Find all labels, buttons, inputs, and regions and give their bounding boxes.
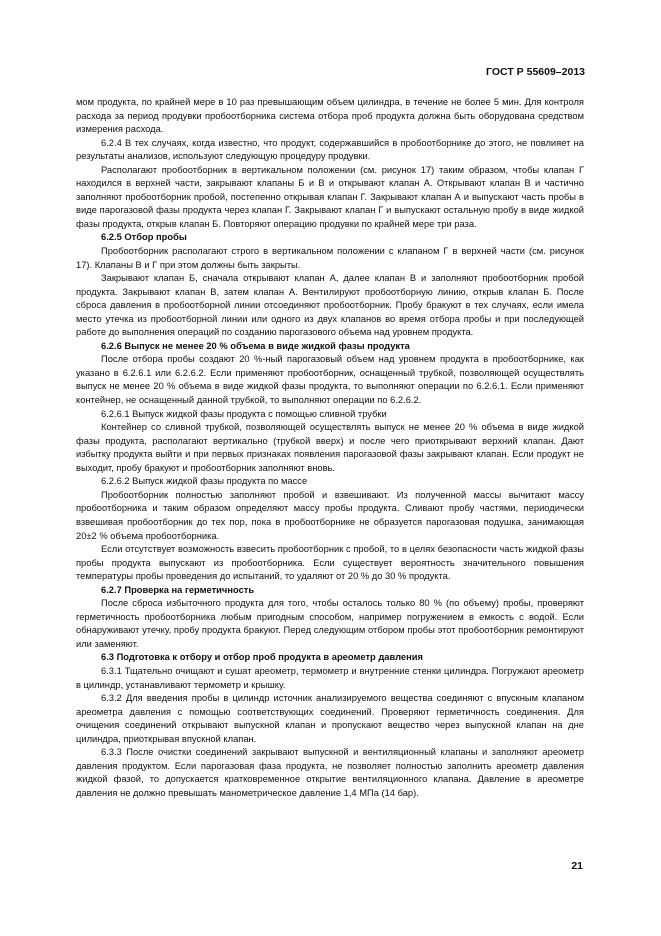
paragraph-ullage-creation: После отбора пробы создают 20 %-ный парогазовый объем над уровнем продукта в пробоотборнике, как указано в 6.2.6.1 или 6.2.6.2. Если применяют пробоотборник, оснащенный трубкой, позволяющей осуществлять выпуск не менее 20 % объема в виде жидкой фазы продукта, то выполняют операции по 6.2.6.1. Если применяют контейнер, не оснащенный данной трубкой, то выполняют операции по 6.2.6.2. <box>76 354 584 406</box>
section-heading-6-2-6: 6.2.6 Выпуск не менее 20 % объема в виде жидкой фазы продукта <box>101 340 410 351</box>
paragraph-outage-tube: Контейнер со сливной трубкой, позволяющей осуществлять выпуск не менее 20 % объема в виде жидкой фазы продукта, располагают вертикально (трубкой вверх) и после чего приоткрывают верхний клапан. Дают избытку продукта выйти и при первых признаках появления парогазовой фазы закрывают клапан. Если продукт не выходит, пробу бракуют и пробоотборник заполняют вновь. <box>76 422 584 473</box>
document-body <box>76 96 584 800</box>
paragraph-weighing: Пробоотборник полностью заполняют пробой и взвешивают. Из полученной массы вычитают массу пробоотборника и таким образом определяют массу пробы продукта. Сливают пробу частями, периодически взвешивая пробоотборник до тех пор, пока в пробоотборнике не образуется парогазовая подушка, занимающая 20±2 % объема пробоотборника. <box>76 489 584 541</box>
paragraph-6-3-1: 6.3.1 Тщательно очищают и сушат ареометр, термометр и внутренние стенки цилиндра. Погружают ареометр в цилиндр, устанавливают термометр и крышку. <box>76 665 584 690</box>
section-heading-6-2-5: 6.2.5 Отбор пробы <box>101 232 187 243</box>
paragraph-leak-check: После сброса избыточного продукта для того, чтобы осталось только 80 % (по объему) пробы, проверяют герметичность пробоотборника любым пригодным способом, например погружением в емкость с водой. Если обнаруживают утечку, пробу продукта бракуют. Перед следующим отбором пробы этот пробоотборник ремонтируют или заменяют. <box>76 598 584 649</box>
document-number-header: ГОСТ Р 55609–2013 <box>486 66 585 78</box>
paragraph-6-3-3: 6.3.3 После очистки соединений закрывают выпускной и вентиляционный клапаны и заполняют ареометр давления продуктом. Если парогазовая фаза продукта, не позволяет полностью заполнить ареометр давления жидкой фазой, то допускается кратковременное открытие вентиляционного клапана. Давление в ареометре давления не должно превышать манометрическое давление 1,4 МПа (14 бар). <box>76 747 584 798</box>
section-heading-6-3: 6.3 Подготовка к отбору и отбор проб продукта в ареометр давления <box>101 652 423 663</box>
page-number: 21 <box>571 860 583 872</box>
paragraph-6-2-4: 6.2.4 В тех случаях, когда известно, что продукт, содержавшийся в пробоотборнике до этого, не повлияет на результаты анализов, используют следующую процедуру продувки. <box>76 137 584 162</box>
paragraph-6-3-2: 6.3.2 Для введения пробы в цилиндр источник анализируемого вещества соединяют с впускным клапаном ареометра давления с помощью соответствующих соединений. Проверяют герметичность соединения. Для очищения соединений открывают выпускной клапан и пропускают вещество через выпускной клапан на дне цилиндра, приоткрывая впускной клапан. <box>76 693 584 744</box>
paragraph-sampler-position: Пробоотборник располагают строго в вертикальном положении с клапаном Г в верхней части (см. рисунок 17). Клапаны В и Г при этом должны быть закрыты. <box>76 246 584 270</box>
subsection-title-6-2-6-2: 6.2.6.2 Выпуск жидкой фазы продукта по массе <box>101 476 308 487</box>
paragraph-no-weighing: Если отсутствует возможность взвесить пробоотборник с пробой, то в целях безопасности часть жидкой фазы пробы продукта выпускают из пробоотборника. Если существует вероятность значительного повышения температуры пробы проведения до испытаний, то удаляют от 20 % до 30 % продукта. <box>76 544 584 582</box>
paragraph-sampling-procedure: Закрывают клапан Б, сначала открывают клапан А, далее клапан В и заполняют пробоотборник пробой продукта. Закрывают клапан В, затем клапан А. Вентилируют пробоотборную линию, открыв клапан Б. После сброса давления в пробоотборной линии отсоединяют пробоотборник. Пробу бракуют в тех случаях, если имела место утечка из пробоотборной линии или одного из двух клапанов во время отбора пробы и при последующей работе до выполнения операций по созданию парогазового объема над уровнем продукта. <box>76 273 584 338</box>
section-heading-6-2-7: 6.2.7 Проверка на герметичность <box>101 584 255 595</box>
paragraph-purge-continuation: мом продукта, по крайней мере в 10 раз превышающим объем цилиндра, в течение не более 5 мин. Для контроля расхода за период продувки пробоотборника система отбора проб продукта должна быть оборудована средством измерения расхода. <box>76 97 584 135</box>
subsection-title-6-2-6-1: 6.2.6.1 Выпуск жидкой фазы продукта с помощью сливной трубки <box>101 408 387 419</box>
paragraph-purge-procedure: Располагают пробоотборник в вертикальном положении (см. рисунок 17) таким образом, чтобы клапан Г находился в верхней части, закрывают клапаны Б и В и открывают клапан А. Открывают клапан В и частично заполняют пробоотборник пробой, постепенно открывая клапан Г. Закрывают клапан А и выпускают часть пробы в виде парогазовой фазы продукта через клапан Г. Закрывают клапан Г и выпускают остальную пробу в виде жидкой фазы продукта, открыв клапан Б. Повторяют операцию продувки по крайней мере три раза. <box>76 164 584 229</box>
